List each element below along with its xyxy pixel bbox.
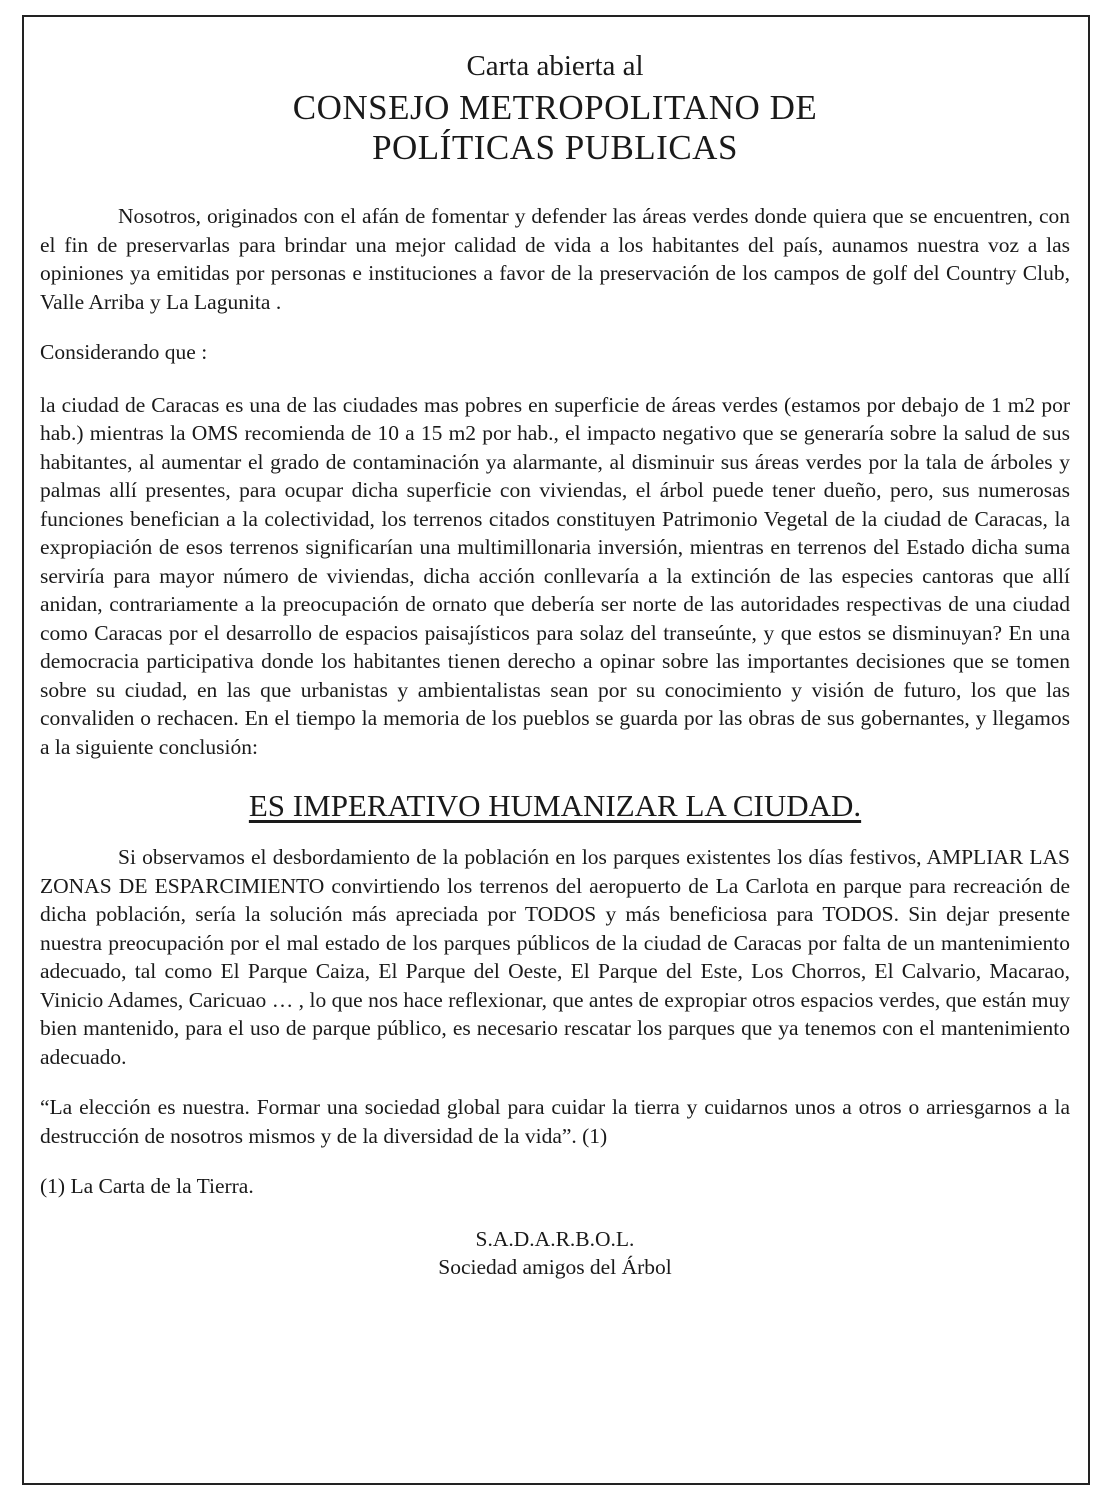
- headline: ES IMPERATIVO HUMANIZAR LA CIUDAD.: [248, 788, 862, 823]
- intro-paragraph: Nosotros, originados con el afán de fomentar y defender las áreas verdes donde quiera que se encuentren, con el fin de preservarlas para brindar una mejor calidad de vida a los habitantes del país, aunamos nuestra voz a las opiniones ya emitidas por personas e instituciones a favor de la preservación de los campos de golf del Country Club, Valle Arriba y La Lagunita .: [40, 204, 1070, 314]
- body-paragraph: la ciudad de Caracas es una de las ciudades mas pobres en superficie de áreas verdes (estamos por debajo de 1 m2 por hab.) mientras la OMS recomienda de 10 a 15 m2 por hab., el impacto negativo que se generaría sobre la salud de sus habitantes, al aumentar el grado de contaminación ya alarmante, al disminuir sus áreas verdes por la tala de árboles y palmas allí presentes, para ocupar dicha superficie con viviendas, el árbol puede tener dueño, pero, sus numerosas funciones benefician a la colectividad, los terrenos citados constituyen Patrimonio Vegetal de la ciudad de Caracas, la expropiación de esos terrenos significarían una multimillonaria inversión, mientras en terrenos del Estado dicha suma serviría para mayor número de viviendas, dicha acción conllevaría a la extinción de las especies cantoras que allí anidan, contrariamente a la preocupación de ornato que debería ser norte de las autoridades respectivas de una ciudad como Caracas por el desarrollo de espacios paisajísticos para solaz del transeúnte, y que estos se disminuyan? En una democracia participativa donde los habitantes tienen derecho a opinar sobre las importantes decisiones que se tomen sobre su ciudad, en las que urbanistas y ambientalistas sean por su conocimiento y visión de futuro, los que las convaliden o rechacen. En el tiempo la memoria de los pueblos se guarda por las obras de sus gobernantes, y llegamos a la siguiente conclusión:: [40, 392, 1070, 759]
- quote-paragraph: “La elección es nuestra. Formar una sociedad global para cuidar la tierra y cuidarnos unos a otros o arriesgarnos a la destrucción de nosotros mismos y de la diversidad de la vida”. (1): [40, 1095, 1070, 1148]
- title-line-3: POLÍTICAS PUBLICAS: [372, 128, 738, 167]
- title-line-1: Carta abierta al: [466, 50, 644, 82]
- proposal-paragraph: Si observamos el desbordamiento de la población en los parques existentes los días festivos, AMPLIAR LAS ZONAS DE ESPARCIMIENTO convirtiendo los terrenos del aeropuerto de La Carlota en parque para recreación de dicha población, sería la solución más apreciada por TODOS y más beneficiosa para TODOS. Sin dejar presente nuestra preocupación por el mal estado de los parques públicos de la ciudad de Caracas por falta de un mantenimiento adecuado, tal como El Parque Caiza, El Parque del Oeste, El Parque del Este, Los Chorros, El Calvario, Macarao, Vinicio Adames, Caricuao … , lo que nos hace reflexionar, que antes de expropiar otros espacios verdes, que están muy bien mantenido, para el uso de parque público, es necesario rescatar los parques que ya tenemos con el mantenimiento adecuado.: [40, 845, 1070, 1069]
- open-letter: [40, 48, 1070, 1281]
- signature-block: [40, 1225, 1070, 1281]
- signature-acronym: S.A.D.A.R.B.O.L.: [475, 1226, 635, 1251]
- title-line-2: CONSEJO METROPOLITANO DE: [292, 88, 818, 127]
- footnote: (1) La Carta de la Tierra.: [40, 1174, 254, 1198]
- considerando-label: Considerando que :: [40, 340, 208, 364]
- signature-name: Sociedad amigos del Árbol: [438, 1254, 672, 1279]
